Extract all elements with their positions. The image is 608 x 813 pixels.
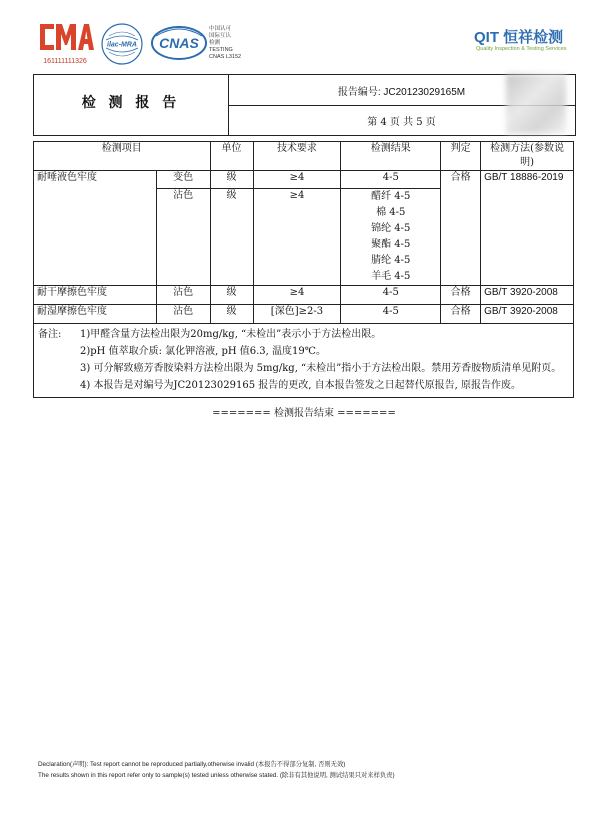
unit: 级 — [210, 286, 253, 305]
notes — [34, 324, 574, 398]
declaration-line-2: The results shown in this report refer only to sample(s) tested unless otherwise stated. (除非有其他说明, 测试结果只对来样负责) — [38, 772, 395, 779]
verdict: 合格 — [441, 286, 481, 305]
unit: 级 — [210, 305, 253, 324]
sub-item: 沾色 — [156, 189, 210, 286]
qit-logo — [474, 26, 574, 58]
table-header-row — [34, 142, 574, 171]
qit-brand-cn: 恒祥检测 — [503, 29, 564, 46]
requirement: ≥4 — [253, 189, 341, 286]
qit-tagline: Quality Inspection & Testing Services — [476, 46, 567, 52]
note-1: 1)甲醛含量方法检出限为20mg/kg, “未检出”表示小于方法检出限。 — [80, 329, 382, 340]
cnas-accreditation-text: 中国认可 国际互认 检测 TESTING CNAS L3152 — [209, 26, 242, 60]
report-header-box — [33, 74, 576, 136]
col-header-item: 检测项目 — [34, 142, 211, 171]
requirement: ≥4 — [253, 286, 341, 305]
result-polyester: 聚酯 4-5 — [371, 239, 411, 250]
col-header-method: 检测方法(参数说明) — [481, 142, 574, 171]
declaration-footer — [38, 759, 395, 781]
page-info: 第 4 页 共 5 页 — [367, 117, 436, 128]
table-row — [34, 305, 574, 324]
sub-item: 变色 — [156, 171, 210, 189]
result-wool: 羊毛 4-5 — [371, 271, 411, 282]
result: 4-5 — [341, 286, 441, 305]
staining-results — [341, 189, 441, 286]
verdict: 合格 — [441, 305, 481, 324]
item-saliva-fastness: 耐唾液色牢度 — [34, 171, 157, 286]
method: GB/T 3920-2008 — [481, 305, 574, 324]
svg-text:ilac-MRA: ilac-MRA — [107, 41, 137, 49]
unit: 级 — [210, 189, 253, 286]
col-header-verdict: 判定 — [441, 142, 481, 171]
sub-item: 沾色 — [156, 305, 210, 324]
item-wet-rubbing: 耐湿摩擦色牢度 — [34, 305, 157, 324]
result: 4-5 — [341, 305, 441, 324]
report-end-marker: ======= 检测报告结束 ======= — [212, 408, 396, 419]
note-2: 2)pH 值萃取介质: 氯化钾溶液, pH 值6.3, 温度19℃。 — [80, 346, 326, 357]
ilac-mra-logo — [100, 22, 144, 66]
result: 4-5 — [341, 171, 441, 189]
result-acrylic: 腈纶 4-5 — [371, 255, 411, 266]
result-acetate: 醋纤 4-5 — [371, 191, 411, 202]
report-number: 报告编号: JC20123029165M — [337, 87, 466, 98]
report-title: 检 测 报 告 — [81, 95, 181, 111]
cma-mark — [34, 20, 94, 54]
method: GB/T 3920-2008 — [481, 286, 574, 305]
sub-item: 沾色 — [156, 286, 210, 305]
requirement: ≥4 — [253, 171, 341, 189]
method: GB/T 18886-2019 — [481, 171, 574, 286]
declaration-line-1: Declaration(声明): Test report cannot be reproduced partially,otherwise invalid (本报告不得部分复制, 否则无效) — [38, 761, 346, 768]
note-3: 3) 可分解致癌芳香胺染料方法检出限为 5mg/kg, “未检出”指小于方法检出限。禁用芳香胺物质清单见附页。 — [80, 363, 562, 374]
requirement: [深色]≥2-3 — [253, 305, 341, 324]
results-table — [33, 141, 574, 398]
note-4: 4) 本报告是对编号为JC20123029165 报告的更改, 自本报告签发之日起替代原报告, 原报告作废。 — [80, 380, 521, 391]
blurred-stamp — [506, 74, 566, 134]
table-row — [34, 286, 574, 305]
notes-label: 备注: — [38, 329, 62, 340]
result-nylon: 锦纶 4-5 — [371, 223, 411, 234]
cnas-logo — [150, 24, 208, 62]
item-dry-rubbing: 耐干摩擦色牢度 — [34, 286, 157, 305]
notes-row — [34, 324, 574, 398]
svg-text:CNAS: CNAS — [159, 35, 199, 51]
cma-logo — [32, 18, 98, 68]
cma-number: 161111111326 — [43, 58, 87, 65]
col-header-unit: 单位 — [210, 142, 253, 171]
table-row — [34, 171, 574, 189]
col-header-result: 检测结果 — [341, 142, 441, 171]
col-header-requirement: 技术要求 — [253, 142, 341, 171]
unit: 级 — [210, 171, 253, 189]
qit-brand: QIT — [474, 29, 499, 46]
verdict: 合格 — [441, 171, 481, 286]
result-cotton: 棉 4-5 — [376, 207, 406, 218]
